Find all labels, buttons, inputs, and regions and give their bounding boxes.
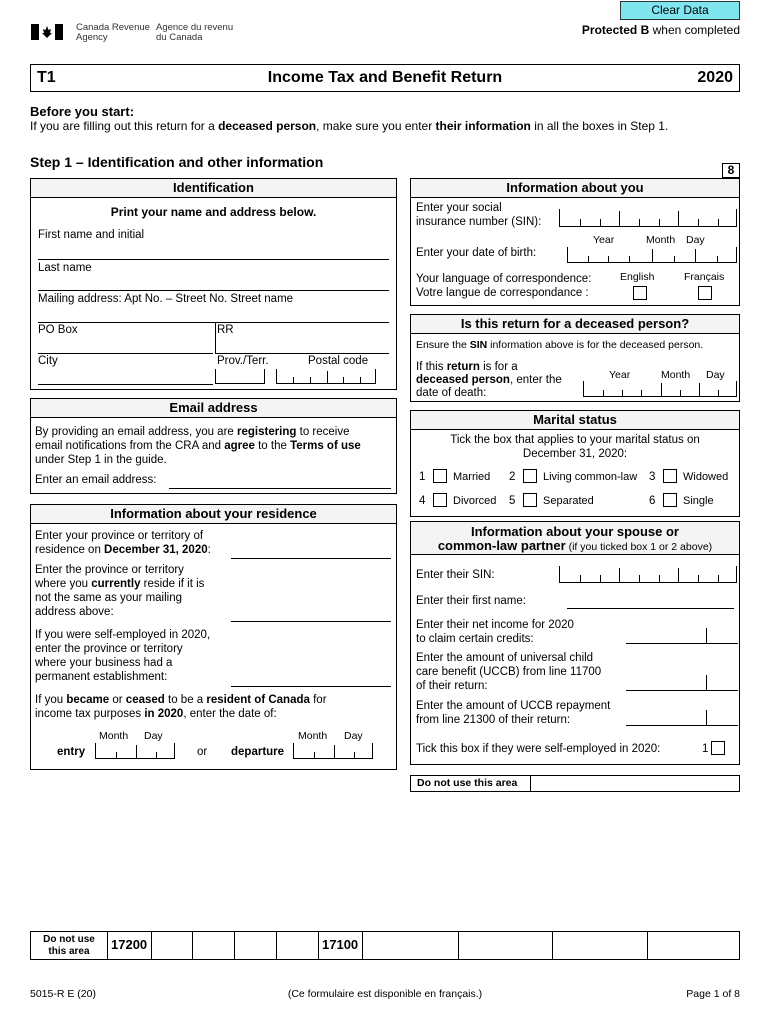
uccb-repayment-label: Enter the amount of UCCB repayment from line 21300 of their return: <box>416 700 611 726</box>
dod-day-label: Day <box>706 369 725 381</box>
form-number: 5015-R E (20) <box>30 988 96 1000</box>
spouse-header: Information about your spouse or common-law partner (if you ticked box 1 or 2 above) <box>411 522 739 555</box>
code-17100: 17100 <box>322 937 359 952</box>
about-you-header: Information about you <box>411 179 739 198</box>
before-you-start-heading: Before you start: <box>30 104 135 119</box>
mailing-address-label: Mailing address: Apt No. – Street No. Street name <box>38 293 294 305</box>
do-not-use-area-small: Do not use this area <box>410 775 740 792</box>
departure-day-label: Day <box>344 730 363 742</box>
last-name-label: Last name <box>38 262 92 274</box>
sin-label: Enter your social insurance number (SIN): <box>416 202 542 228</box>
prov-field[interactable] <box>215 369 265 384</box>
print-instruction: Print your name and address below. <box>110 205 317 219</box>
agency-name-fr: Agence du revenu du Canada <box>156 22 234 43</box>
spouse-first-name-field[interactable] <box>567 608 734 609</box>
marital-option-2-label: Living common-law <box>543 471 638 483</box>
clear-data-button[interactable]: Clear Data <box>620 1 740 20</box>
city-field[interactable] <box>38 384 213 385</box>
about-you-section <box>410 178 740 306</box>
french-notice: (Ce formulaire est disponible en français.) <box>287 988 483 1000</box>
marital-option-6-checkbox[interactable] <box>663 493 677 507</box>
rr-label: RR <box>217 324 234 336</box>
po-box-field[interactable] <box>38 353 213 354</box>
marital-option-2-num: 2 <box>509 471 516 483</box>
dob-field[interactable] <box>567 247 737 263</box>
before-you-start-text: If you are filling out this return for a deceased person, make sure you enter their information in all the boxes in Step 1. <box>30 119 669 133</box>
residence-dec31-field[interactable] <box>231 558 391 559</box>
postal-code-label: Postal code <box>308 355 369 367</box>
spouse-net-income-field[interactable] <box>626 628 738 644</box>
residence-dec31-label: Enter your province or territory of residence on December 31, 2020: <box>35 530 211 556</box>
business-residence-field[interactable] <box>231 686 391 687</box>
marital-option-2-checkbox[interactable] <box>523 469 537 483</box>
spouse-sin-label: Enter their SIN: <box>416 569 495 581</box>
spouse-section <box>410 521 740 765</box>
canada-flag-logo <box>31 24 63 40</box>
email-header: Email address <box>31 399 396 418</box>
business-residence-label: If you were self-employed in 2020, enter the province or territory where your business had a permanent establishment: <box>35 629 211 683</box>
marital-option-3-num: 3 <box>649 471 656 483</box>
marital-option-4-checkbox[interactable] <box>433 493 447 507</box>
form-title: Income Tax and Benefit Return <box>267 69 503 86</box>
form-year: 2020 <box>697 69 733 86</box>
marital-option-5-checkbox[interactable] <box>523 493 537 507</box>
current-residence-label: Enter the province or territory where you currently reside if it is not the same as your mailing address above: <box>35 564 205 618</box>
entry-month-label: Month <box>99 730 129 742</box>
first-name-field[interactable] <box>38 259 389 260</box>
email-consent-text: By providing an email address, you are registering to receive email notifications from the CRA and agree to the Terms of use under Step 1 in the guide. <box>35 426 361 466</box>
marital-option-5-label: Separated <box>543 495 594 507</box>
city-label: City <box>38 355 58 367</box>
residence-header: Information about your residence <box>31 505 396 524</box>
residence-section <box>30 504 397 770</box>
marital-option-4-num: 4 <box>419 495 426 507</box>
uccb-label: Enter the amount of universal child care benefit (UCCB) from line 11700 of their return: <box>416 652 602 692</box>
uccb-field[interactable] <box>626 675 738 691</box>
departure-label: departure <box>231 746 285 758</box>
first-name-label: First name and initial <box>38 229 145 241</box>
deceased-section <box>410 314 740 402</box>
spouse-self-employed-num: 1 <box>702 743 709 755</box>
marital-option-1-checkbox[interactable] <box>433 469 447 483</box>
last-name-field[interactable] <box>38 290 389 291</box>
dod-month-label: Month <box>661 369 691 381</box>
marital-option-6-num: 6 <box>649 495 656 507</box>
code-17200: 17200 <box>111 937 148 952</box>
dob-month-label: Month <box>646 234 676 246</box>
dod-year-label: Year <box>609 369 631 381</box>
po-box-label: PO Box <box>38 324 78 336</box>
current-residence-field[interactable] <box>231 621 391 622</box>
agency-name-en: Canada Revenue Agency <box>76 22 150 43</box>
form-code: T1 <box>37 69 56 86</box>
marital-option-3-checkbox[interactable] <box>663 469 677 483</box>
dob-year-label: Year <box>593 234 615 246</box>
marital-option-6-label: Single <box>683 495 714 507</box>
marital-option-1-num: 1 <box>419 471 426 483</box>
marital-option-1-label: Married <box>453 471 491 483</box>
title-bar <box>30 64 740 92</box>
language-label: Your language of correspondence: Votre langue de correspondance : <box>416 273 592 299</box>
spouse-self-employed-label: Tick this box if they were self-employed in 2020: <box>416 743 661 755</box>
mailing-address-field[interactable] <box>38 322 389 323</box>
spouse-self-employed-checkbox[interactable] <box>711 741 725 755</box>
marital-status-section <box>410 410 740 517</box>
protected-notice: Protected B when completed <box>581 23 740 37</box>
marital-option-3-label: Widowed <box>683 471 729 483</box>
entry-day-label: Day <box>144 730 163 742</box>
marital-status-header: Marital status <box>411 411 739 430</box>
email-label: Enter an email address: <box>35 474 157 486</box>
prov-label: Prov./Terr. <box>217 355 269 367</box>
departure-date-field[interactable] <box>293 743 373 759</box>
email-section <box>30 398 397 494</box>
english-label: English <box>620 271 655 283</box>
dob-label: Enter your date of birth: <box>416 247 537 259</box>
spouse-sin-field[interactable] <box>559 566 737 583</box>
date-of-death-field[interactable] <box>583 381 737 397</box>
sin-field[interactable] <box>559 209 737 227</box>
spouse-net-income-label: Enter their net income for 2020 to claim certain credits: <box>416 619 574 645</box>
do-not-use-label: Do not use this area <box>43 934 95 957</box>
uccb-repayment-field[interactable] <box>626 710 738 726</box>
marital-instruction: Tick the box that applies to your marital status on December 31, 2020: <box>450 434 700 460</box>
spouse-first-name-label: Enter their first name: <box>416 595 526 607</box>
francais-checkbox[interactable] <box>698 286 712 300</box>
deceased-header: Is this return for a deceased person? <box>411 315 739 334</box>
ensure-text: Ensure the SIN information above is for the deceased person. <box>416 339 704 351</box>
date-of-death-label: If this return is for a deceased person, enter the date of death: <box>416 361 562 399</box>
or-label: or <box>197 746 208 758</box>
postal-code-field[interactable] <box>276 369 376 384</box>
identification-section <box>30 178 397 390</box>
dob-day-label: Day <box>686 234 705 246</box>
marital-option-5-num: 5 <box>509 495 516 507</box>
english-checkbox[interactable] <box>633 286 647 300</box>
rr-field[interactable] <box>215 353 389 354</box>
departure-month-label: Month <box>298 730 328 742</box>
marital-option-4-label: Divorced <box>453 495 497 507</box>
page-number: Page 1 of 8 <box>686 988 740 1000</box>
residency-change-label: If you became or ceased to be a resident of Canada for income tax purposes in 2020, enter the date of: <box>35 694 327 720</box>
step1-heading: Step 1 – Identification and other information <box>30 154 324 170</box>
identification-header: Identification <box>31 179 396 198</box>
email-field[interactable] <box>169 488 391 489</box>
page-tag: 8 <box>722 163 740 178</box>
entry-date-field[interactable] <box>95 743 175 759</box>
francais-label: Français <box>684 271 725 283</box>
entry-label: entry <box>57 746 86 758</box>
do-not-use-area-bottom <box>30 931 740 960</box>
